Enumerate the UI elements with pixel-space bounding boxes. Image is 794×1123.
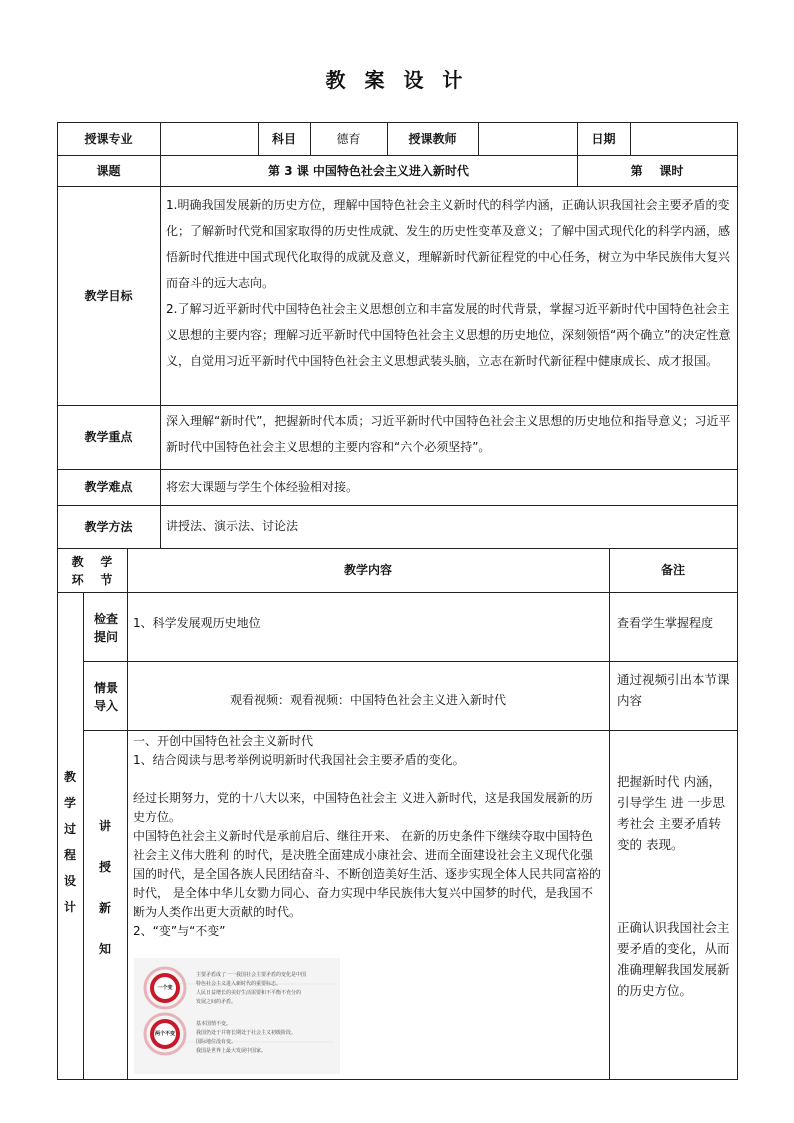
check-stage: 检查提问 (93, 612, 118, 644)
intro-content: 观看视频：观看视频：中国特色社会主义进入新时代 (229, 693, 506, 707)
topic-label: 课题 (96, 163, 121, 178)
major-value (160, 122, 258, 155)
figure-text-2-line1: 基本国情不变。 (196, 1021, 232, 1027)
topic-period: 第 课时 (630, 163, 684, 178)
major-label: 授课专业 (84, 131, 133, 146)
content-header: 教学内容 (343, 563, 392, 577)
figure-text-2-line3: 国际地位没有变。 (196, 1039, 237, 1045)
change-figure (134, 958, 340, 1074)
lecture-remark-1: 把握新时代 内涵，引导学生 进 一步思考社会 主要矛盾转变的 表现。 (617, 774, 725, 852)
lecture-remark-2: 正确认识我国社会主要矛盾的变化，从而准确理解我国发展新的历史方位。 (617, 920, 730, 998)
teacher-value (478, 122, 577, 155)
lecture-content (127, 732, 609, 941)
process-label: 教学过程设计 (63, 770, 76, 914)
figure-text-2-line2: 我国仍处于并将长期处于社会主义初级阶段。 (196, 1030, 297, 1036)
topic-value: 第 3 课 中国特色社会主义进入新时代 (268, 163, 469, 178)
figure-text-1-line3: 人民日益增长的美好生活需要和不平衡不充分的 (196, 990, 302, 996)
check-remark: 查看学生掌握程度 (617, 616, 714, 630)
figure-text-2-line4: 我国是世界上最大发展中国家。 (196, 1048, 267, 1054)
stage-header-line1: 教 学 (71, 555, 113, 569)
difficulties-label: 教学难点 (84, 480, 133, 494)
stage-header-line2: 环 节 (71, 573, 113, 587)
circle-label-unchanged: 两个不变 (154, 1031, 175, 1037)
date-value (630, 122, 737, 155)
lecture-paragraph-1: 经过长期努力，党的十八大以来，中国特色社会主 义进入新时代，这是我国发展新的历史方位。 (133, 791, 593, 824)
lecture-heading: 一、开创中国特色社会主义新时代 (133, 734, 314, 748)
lecture-paragraph-2: 中国特色社会主义新时代是承前启后、继往开来、 在新的历史条件下继续夺取中国特色社会主义伟大胜利 的时代，是决胜全面建成小康社会、进而全面建设社会主义现代化强国的时代，是全国各族人民团结奋斗、不断创造美好生活、逐步实现全体人民共同富裕的时代， 是全体中华儿女勠力同心、奋力实现中华民族伟大复兴中国梦的时代，是我国不断为人类作出更大贡献的时代。 (133, 829, 602, 919)
circle-label-change: 一个变 (157, 985, 173, 991)
figure-text-1-line4: 发展之间的矛盾。 (196, 999, 237, 1005)
objectives-label: 教学目标 (84, 288, 133, 303)
objective-1: 1.明确我国发展新的历史方位，理解中国特色社会主义新时代的科学内涵，正确认识我国社会主要矛盾的变化；了解新时代党和国家取得的历史性成就、发生的历史性变革及意义；了解中国式现代化的科学内涵，感悟新时代推进中国式现代化取得的成就及意义，理解新时代新征程党的中心任务，树立为中华民族伟大复兴而奋斗的远大志向。 (166, 198, 731, 290)
objectives-content (160, 186, 737, 405)
teacher-label: 授课教师 (408, 131, 457, 146)
objective-2: 2.了解习近平新时代中国特色社会主义思想创立和丰富发展的时代背景，掌握习近平新时代中国特色社会主义思想的主要内容；理解习近平新时代中国特色社会主义思想的历史地位，深刻领悟“两个确立”的决定性意义，自觉用习近平新时代中国特色社会主义思想武装头脑，立志在新时代新征程中健康成长、成才报国。 (166, 302, 731, 368)
lecture-question-1: 1、结合阅读与思考举例说明新时代我国社会主要矛盾的变化。 (133, 753, 465, 767)
methods-value: 讲授法、演示法、讨论法 (166, 519, 299, 533)
difficulties-value: 将宏大课题与学生个体经验相对接。 (166, 480, 359, 494)
intro-stage: 情景导入 (93, 681, 118, 713)
figure-text-1-line2: 特色社会主义进入新时代的重要标志。 (196, 981, 282, 987)
key-points-label: 教学重点 (84, 430, 133, 444)
lecture-question-2: 2、“变”与“不变” (133, 924, 226, 938)
remark-header: 备注 (660, 563, 685, 577)
document-title: 教 案 设 计 (325, 68, 469, 92)
lecture-stage: 讲授新知 (98, 819, 111, 956)
figure-text-1-line1: 主要矛盾成了一一我国社会主要矛盾的变化是中国 (196, 972, 307, 978)
subject-value: 德育 (336, 131, 361, 146)
check-content: 1、科学发展观历史地位 (133, 616, 261, 630)
date-label: 日期 (591, 131, 616, 146)
subject-label: 科目 (271, 131, 296, 146)
methods-label: 教学方法 (84, 519, 133, 534)
intro-remark: 通过视频引出本节课内容 (617, 672, 730, 708)
stage-header (57, 548, 127, 592)
key-points-value: 深入理解“新时代”，把握新时代本质；习近平新时代中国特色社会主义思想的历史地位和指导意义；习近平新时代中国特色社会主义思想的主要内容和“六个必须坚持”。 (166, 414, 731, 454)
